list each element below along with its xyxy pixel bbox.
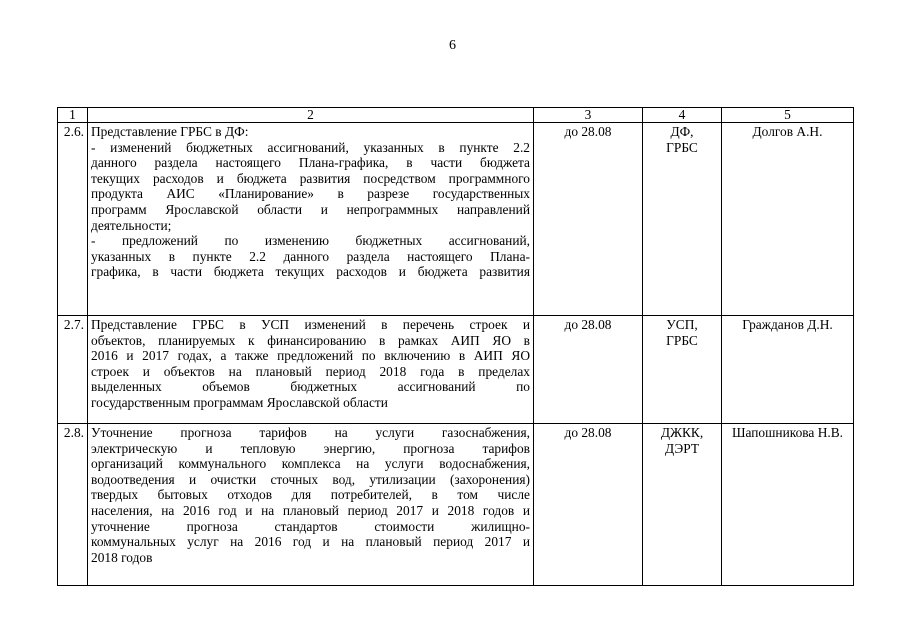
- row-executors: [643, 316, 722, 424]
- description-line: организаций коммунального комплекса на услуги водоснабжения,: [91, 456, 530, 472]
- row-responsible: Шапошникова Н.В.: [722, 424, 854, 586]
- row-number: 2.8.: [58, 424, 88, 586]
- row-responsible: Долгов А.Н.: [722, 123, 854, 316]
- row-responsible: Гражданов Д.Н.: [722, 316, 854, 424]
- table-row: [58, 316, 854, 424]
- description-line: электрическую и тепловую энергию, прогноза тарифов: [91, 440, 530, 456]
- row-number: 2.6.: [58, 123, 88, 316]
- description-line: строек и объектов на плановый период 2018 года в пределах: [91, 363, 530, 379]
- row-description: [88, 123, 534, 316]
- header-col-3: 3: [534, 108, 643, 123]
- description-line: коммунальных услуг на 2016 год и на плановый период 2017 и: [91, 534, 530, 550]
- description-line: указанных в пункте 2.2 данного раздела настоящего Плана-: [91, 248, 530, 264]
- description-line: деятельности;: [91, 217, 172, 233]
- row-deadline: до 28.08: [534, 316, 643, 424]
- description-line: Представление ГРБС в УСП изменений в перечень строек и: [91, 317, 530, 332]
- description-line: населения, на 2016 год и на плановый период 2017 и 2018 годов и: [91, 502, 530, 518]
- description-line: данного раздела настоящего Плана-графика, в части бюджета: [91, 155, 530, 171]
- row-description: [88, 424, 534, 586]
- executor-line: ДФ,: [670, 124, 694, 139]
- header-row: [58, 108, 854, 123]
- row-number: 2.7.: [58, 316, 88, 424]
- header-col-2: 2: [88, 108, 534, 123]
- description-line: 2016 и 2017 годах, а также предложений по включению в АИП ЯО: [91, 348, 530, 364]
- table-row: [58, 424, 854, 586]
- header-col-5: 5: [722, 108, 854, 123]
- description-line: выделенных объемов бюджетных ассигнований по: [91, 379, 530, 395]
- row-deadline: до 28.08: [534, 123, 643, 316]
- row-description: [88, 316, 534, 424]
- description-line: - изменений бюджетных ассигнований, указанных в пункте 2.2: [91, 139, 530, 155]
- row-deadline: до 28.08: [534, 424, 643, 586]
- table-row: [58, 123, 854, 316]
- description-line: 2018 годов: [91, 549, 153, 565]
- header-col-1: 1: [58, 108, 88, 123]
- executor-line: ДЖКК,: [660, 425, 704, 440]
- header-col-4: 4: [643, 108, 722, 123]
- description-line: объектов, планируемых к финансированию в рамках АИП ЯО в: [91, 332, 530, 348]
- executor-line: ГРБС: [666, 332, 698, 348]
- description-line: графика, в части бюджета текущих расходов и бюджета развития: [91, 264, 530, 280]
- executor-line: ГРБС: [666, 139, 698, 155]
- description-line: программ Ярославской области и непрограммных направлений: [91, 201, 530, 217]
- plan-table: [57, 107, 854, 586]
- description-line: твердых бытовых отходов для потребителей, в том числе: [91, 487, 530, 503]
- description-line: - предложений по изменению бюджетных ассигнований,: [91, 233, 530, 249]
- row-executors: [643, 123, 722, 316]
- executor-line: УСП,: [666, 317, 698, 332]
- description-line: государственным программам Ярославской области: [91, 394, 388, 410]
- row-executors: [643, 424, 722, 586]
- executor-line: ДЭРТ: [664, 440, 700, 456]
- description-line: водоотведения и очистки сточных вод, утилизации (захоронения): [91, 471, 530, 487]
- description-line: Представление ГРБС в ДФ:: [91, 124, 249, 139]
- description-line: продукта АИС «Планирование» в разрезе государственных: [91, 186, 530, 202]
- page-number: 6: [449, 38, 456, 53]
- description-line: текущих расходов и бюджета развития посредством программного: [91, 170, 530, 186]
- description-line: уточнение прогноза стандартов стоимости жилищно-: [91, 518, 530, 534]
- description-line: Уточнение прогноза тарифов на услуги газоснабжения,: [91, 425, 530, 440]
